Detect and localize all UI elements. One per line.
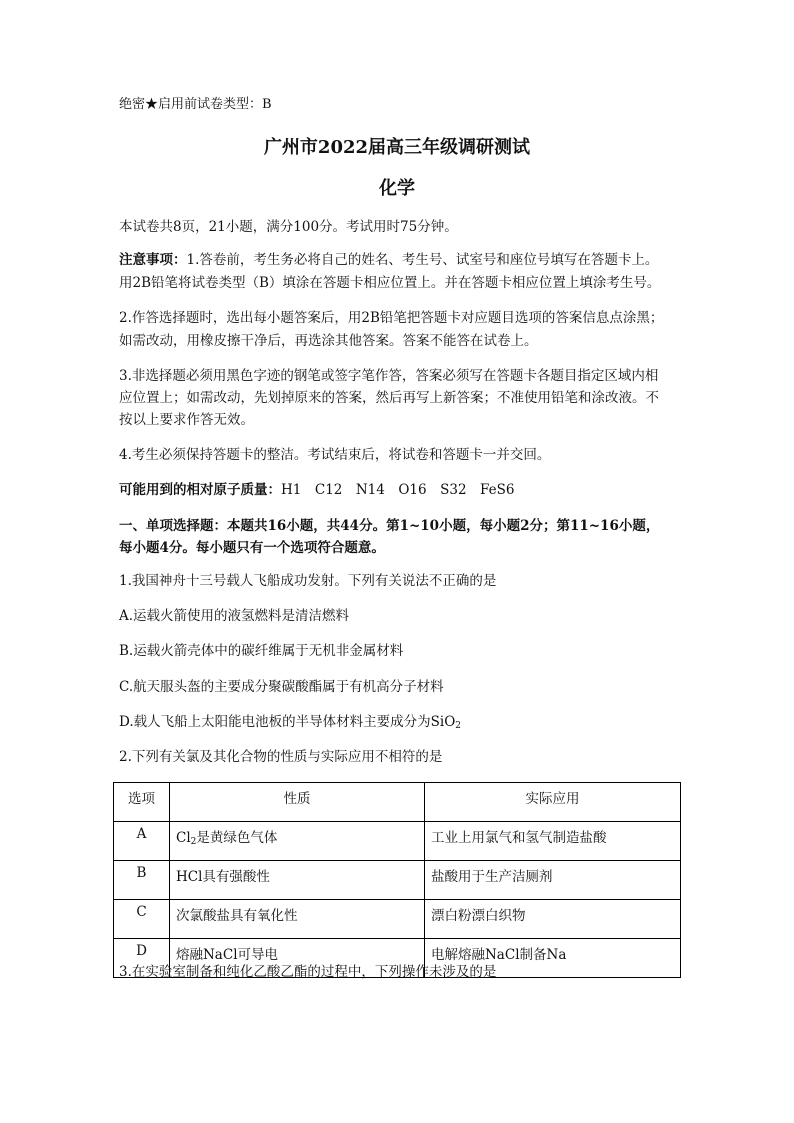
header-property: 性质 bbox=[170, 783, 425, 822]
row-property: 熔融NaCl可导电 bbox=[170, 939, 425, 978]
q1-option-c: C.航天服头盔的主要成分聚碳酸酯属于有机高分子材料 bbox=[119, 679, 444, 695]
notes-item-2: 2.作答选择题时，选出每小题答案后，用2B铅笔把答题卡对应题目选项的答案信息点涂黑； bbox=[119, 310, 664, 326]
exam-title: 广州市2022届高三年级调研测试 bbox=[263, 137, 531, 158]
notes-item-1 bbox=[119, 250, 658, 270]
table-header-row bbox=[114, 783, 681, 822]
row-property bbox=[170, 822, 425, 861]
property-text-post: 是黄绿色气体 bbox=[196, 830, 278, 846]
q1-option-b: B.运载火箭壳体中的碳纤维属于无机非金属材料 bbox=[119, 643, 404, 659]
section-heading: 一、单项选择题：本题共16小题，共44分。第1~10小题，每小题2分；第11~16小题， bbox=[119, 518, 660, 534]
notes-item-3: 3.非选择题必须用黑色字迹的钢笔或签字笔作答，答案必须写在答题卡各题目指定区域内相 bbox=[119, 368, 659, 384]
row-option: B bbox=[114, 861, 170, 900]
notes-item-2-cont: 如需改动，用橡皮擦干净后，再选涂其他答案。答案不能答在试卷上。 bbox=[119, 333, 538, 349]
q2-table bbox=[113, 782, 681, 978]
header-application: 实际应用 bbox=[425, 783, 681, 822]
notes-label: 注意事项： bbox=[119, 252, 187, 268]
table-row bbox=[114, 900, 681, 939]
q2-stem: 2.下列有关氯及其化合物的性质与实际应用不相符的是 bbox=[119, 749, 443, 765]
q1-option-a: A.运载火箭使用的液氢燃料是清洁燃料 bbox=[119, 608, 350, 624]
subject-title: 化学 bbox=[379, 178, 415, 199]
table-row bbox=[114, 861, 681, 900]
notes-item-3-cont: 应位置上；如需改动，先划掉原来的答案，然后再写上新答案；不准使用铅笔和涂改液。不 bbox=[119, 390, 659, 406]
row-option: C bbox=[114, 900, 170, 939]
header-option: 选项 bbox=[114, 783, 170, 822]
notes-item-4: 4.考生必须保持答题卡的整洁。考试结束后，将试卷和答题卡一并交回。 bbox=[119, 447, 551, 463]
exam-intro: 本试卷共8页，21小题，满分100分。考试用时75分钟。 bbox=[119, 219, 458, 235]
section-heading-cont: 每小题4分。每小题只有一个选项符合题意。 bbox=[119, 540, 385, 556]
atomic-masses-values: H1 C12 N14 O16 S32 FeS6 bbox=[281, 482, 515, 498]
row-application: 工业上用氯气和氢气制造盐酸 bbox=[425, 822, 681, 861]
row-property: 次氯酸盐具有氧化性 bbox=[170, 900, 425, 939]
notes-item-1-cont: 用2B铅笔将试卷类型（B）填涂在答题卡相应位置上。并在答题卡相应位置上填涂考生号。 bbox=[119, 275, 661, 291]
q1-option-d bbox=[119, 712, 461, 736]
row-application: 盐酸用于生产洁厕剂 bbox=[425, 861, 681, 900]
q1-option-d-text: D.载人飞船上太阳能电池板的半导体材料主要成分为SiO bbox=[119, 714, 456, 730]
confidential-label: 绝密★启用前试卷类型：B bbox=[119, 97, 272, 112]
notes-item-3-cont2: 按以上要求作答无效。 bbox=[119, 412, 254, 428]
row-option: A bbox=[114, 822, 170, 861]
row-application: 漂白粉漂白织物 bbox=[425, 900, 681, 939]
property-text: Cl bbox=[176, 830, 191, 846]
row-application: 电解熔融NaCl制备Na bbox=[425, 939, 681, 978]
q1-option-d-subscript: 2 bbox=[455, 721, 462, 731]
property-subscript: 2 bbox=[190, 837, 197, 847]
row-option: D bbox=[114, 939, 170, 978]
atomic-masses bbox=[119, 480, 515, 500]
q1-stem: 1.我国神舟十三号载人飞船成功发射。下列有关说法不正确的是 bbox=[119, 573, 497, 589]
notes-text: 1.答卷前，考生务必将自己的姓名、考生号、试室号和座位号填写在答题卡上。 bbox=[186, 252, 659, 268]
row-property: HCl具有强酸性 bbox=[170, 861, 425, 900]
table-row bbox=[114, 822, 681, 861]
q3-stem: 3.在实验室制备和纯化乙酸乙酯的过程中，下列操作未涉及的是 bbox=[119, 964, 497, 980]
atomic-masses-label: 可能用到的相对原子质量： bbox=[119, 482, 281, 498]
